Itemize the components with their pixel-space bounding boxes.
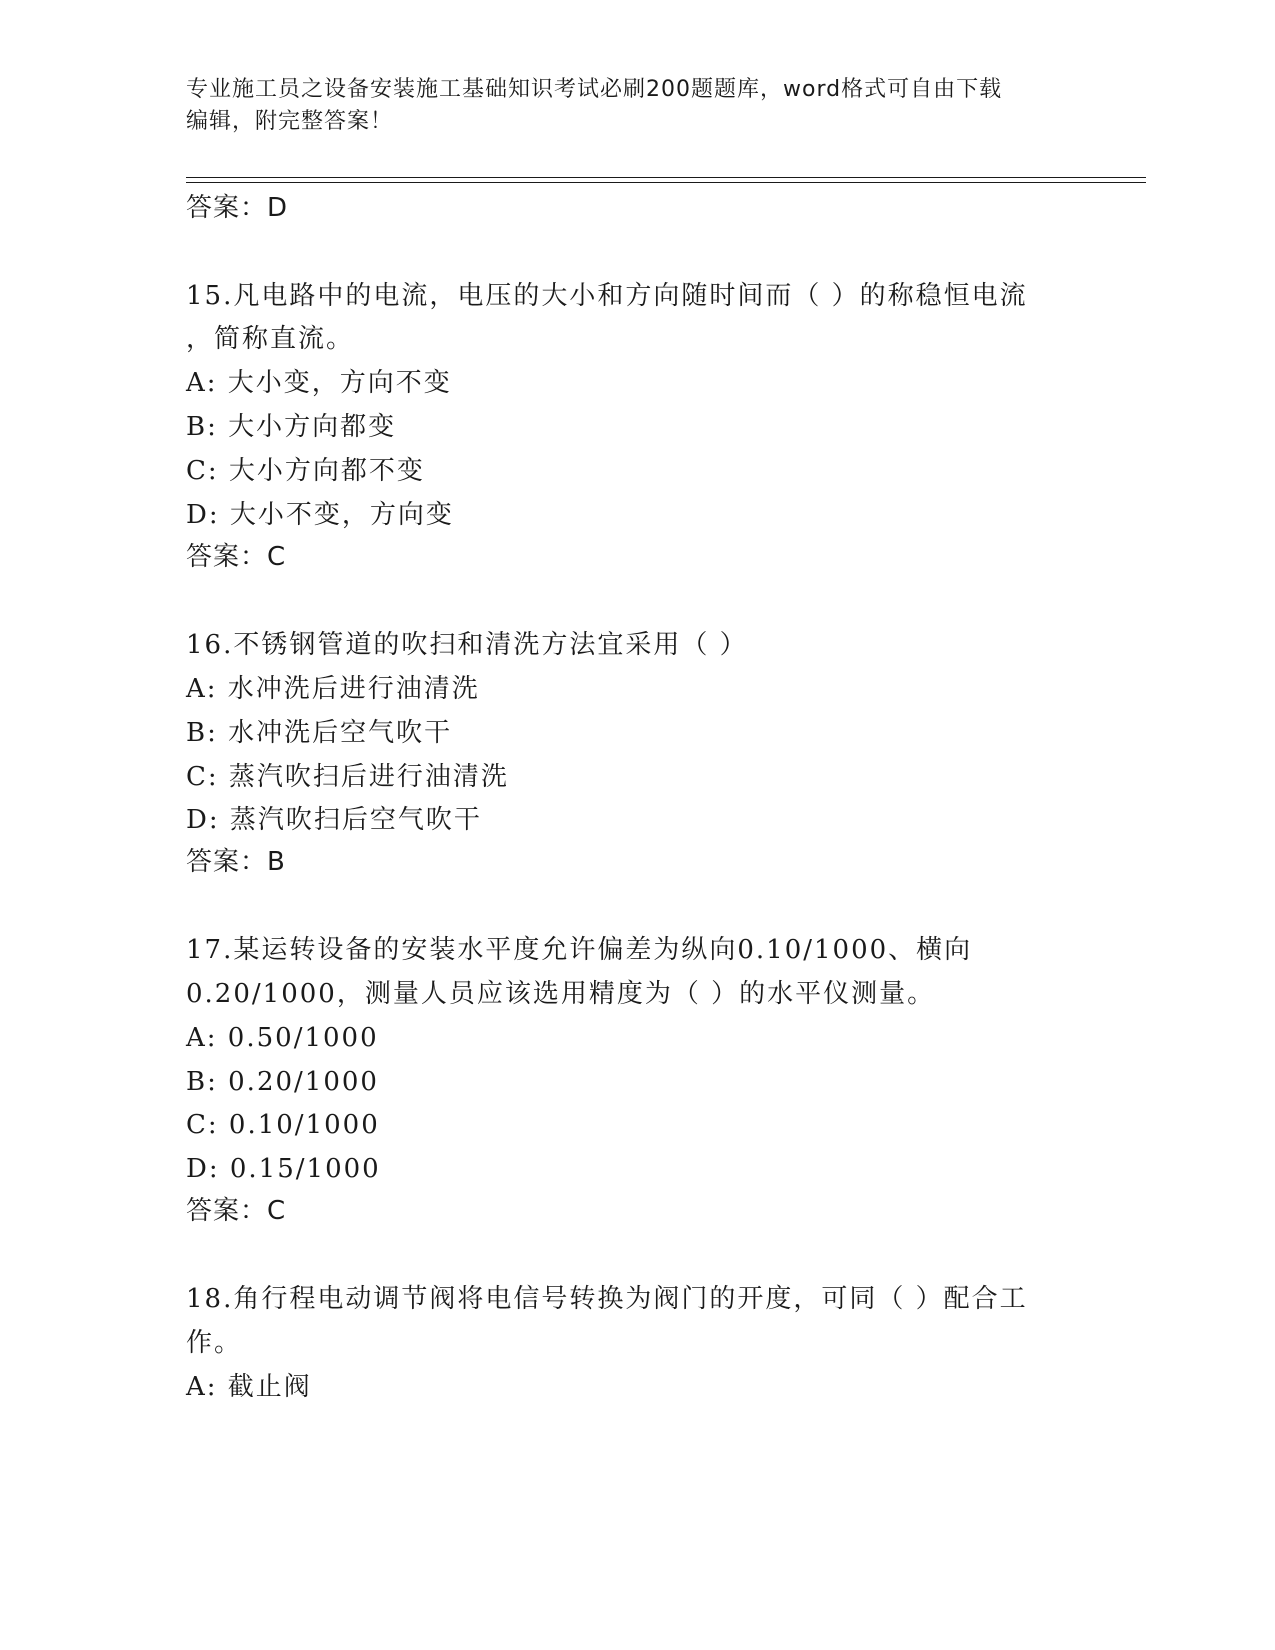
question-18-option-a: A: 截止阀 [186, 1372, 312, 1402]
question-16-stem-line-1: 16.不锈钢管道的吹扫和清洗方法宜采用（ ） [186, 630, 748, 660]
question-16-option-a: A: 水冲洗后进行油清洗 [186, 674, 480, 704]
question-16-answer: 答案：B [186, 847, 286, 877]
question-16-option-d: D: 蒸汽吹扫后空气吹干 [186, 805, 482, 835]
question-15-answer: 答案：C [186, 542, 287, 572]
question-15-option-c: C: 大小方向都不变 [186, 456, 425, 486]
question-15-option-a: A: 大小变，方向不变 [186, 368, 452, 398]
question-17-option-c: C: 0.10/1000 [186, 1110, 380, 1140]
question-18-stem-line-1: 18.角行程电动调节阀将电信号转换为阀门的开度，可同（ ）配合工 [186, 1284, 1028, 1314]
question-18-stem-line-2: 作。 [186, 1328, 243, 1358]
question-15-stem-line-2: ，简称直流。 [186, 324, 355, 354]
question-17-option-b: B: 0.20/1000 [186, 1067, 379, 1097]
header-divider-bottom [186, 182, 1146, 183]
question-15-option-b: B: 大小方向都变 [186, 412, 397, 442]
document-header [186, 74, 1076, 138]
question-17-stem-line-1: 17.某运转设备的安装水平度允许偏差为纵向0.10/1000、横向 [186, 935, 973, 965]
question-17-option-a: A: 0.50/1000 [186, 1023, 379, 1053]
header-divider-top [186, 177, 1146, 178]
question-16-option-b: B: 水冲洗后空气吹干 [186, 718, 453, 748]
header-line-1: 专业施工员之设备安装施工基础知识考试必刷200题题库，word格式可自由下载 [186, 77, 1003, 102]
question-16-option-c: C: 蒸汽吹扫后进行油清洗 [186, 762, 509, 792]
question-17-answer: 答案：C [186, 1196, 287, 1226]
question-17-stem-line-2: 0.20/1000，测量人员应该选用精度为（ ）的水平仪测量。 [186, 979, 936, 1009]
question-15-option-d: D: 大小不变，方向变 [186, 500, 454, 530]
question-17-option-d: D: 0.15/1000 [186, 1154, 381, 1184]
question-15-stem-line-1: 15.凡电路中的电流，电压的大小和方向随时间而（ ）的称稳恒电流 [186, 281, 1028, 311]
header-line-2: 编辑，附完整答案！ [186, 109, 394, 134]
previous-answer: 答案：D [186, 193, 289, 223]
